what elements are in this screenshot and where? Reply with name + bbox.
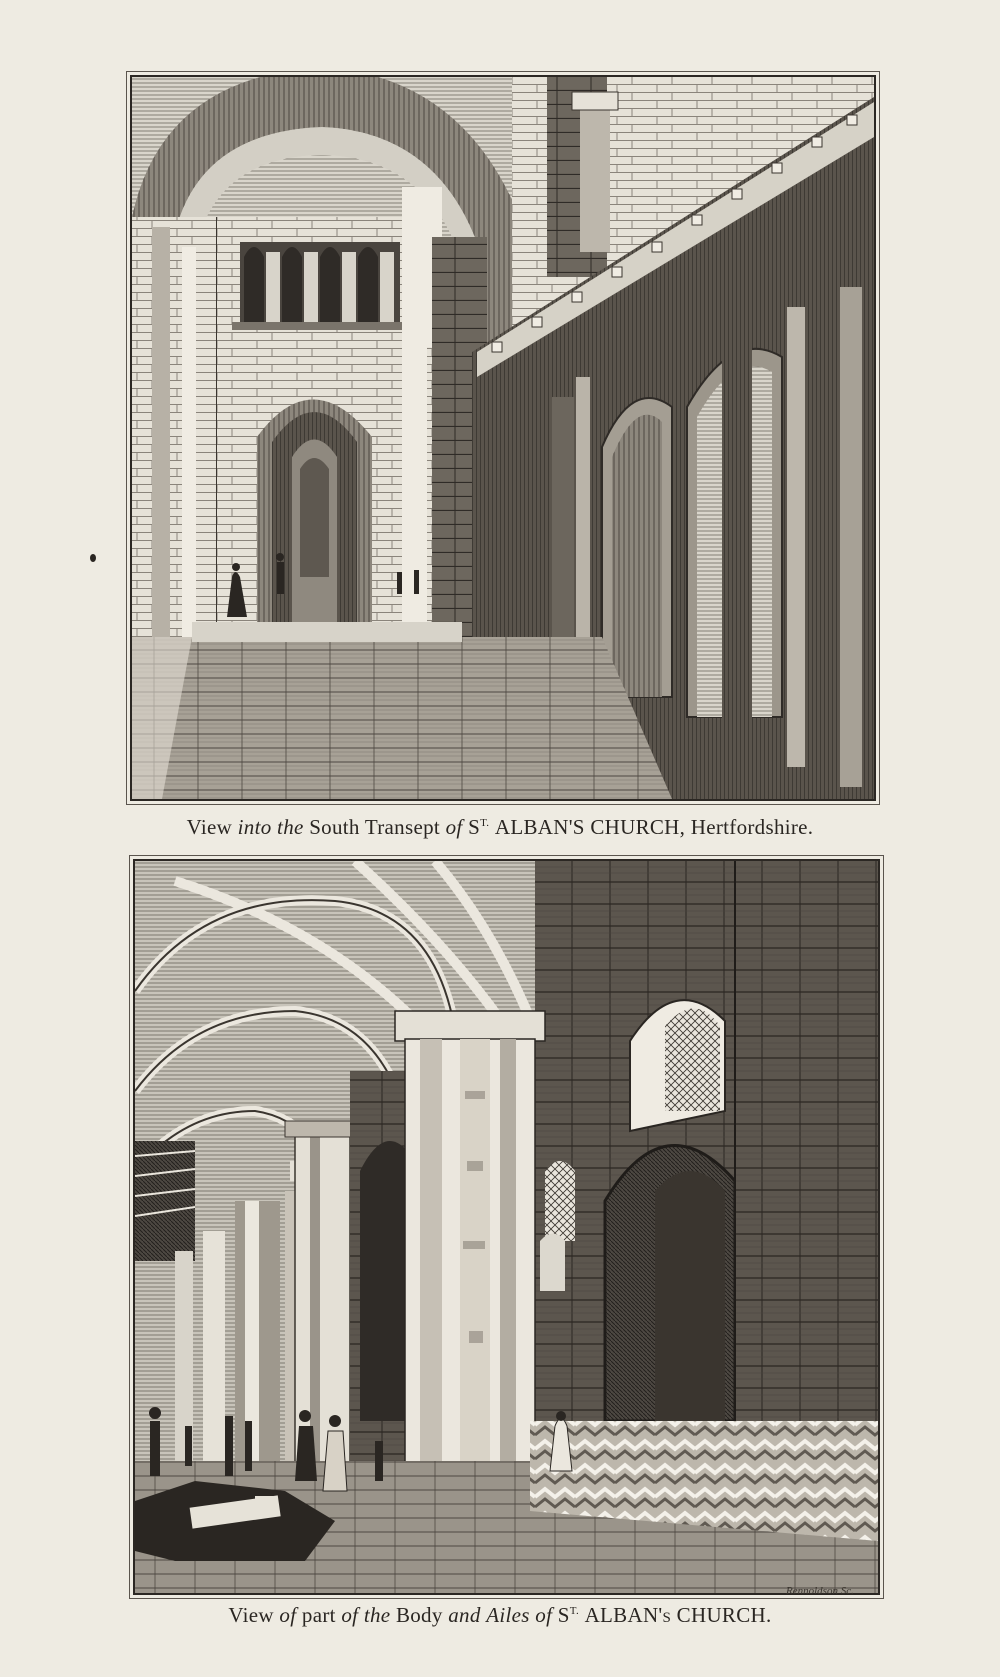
caption-word-of-2: of [535,1603,553,1627]
paper-speck [90,554,96,562]
caption-church-name: ALBAN's CHURCH. [584,1603,772,1627]
caption-church-name: ALBAN'S CHURCH, [494,815,686,839]
caption-saint: $S^{T.}$ [468,815,490,839]
caption-saint: $S^{T.}$ [557,1603,580,1627]
caption-word-of-the: of the [341,1603,391,1627]
caption-word-body: Body [395,1603,443,1627]
south-transept-illustration [132,77,874,799]
caption-word-part: part [301,1603,336,1627]
caption-word-of: of [279,1603,297,1627]
engraver-signature: Rennoldson Sc. [786,1585,854,1597]
caption-word-and: and [448,1603,481,1627]
engraving-body-and-ailes [133,859,880,1595]
caption-word-of: of [445,815,463,839]
caption-word-view: View [228,1603,274,1627]
caption-south-transept [0,815,1000,840]
caption-county: Hertfordshire. [690,815,814,839]
caption-word-ailes: Ailes [486,1603,530,1627]
caption-word-into-the: into the [237,815,304,839]
caption-body-and-ailes [0,1603,1000,1628]
caption-word-view: View [186,815,233,839]
body-and-ailes-illustration [135,861,878,1593]
engraving-south-transept [130,75,876,801]
caption-word-south-transept: South Transept [309,815,441,839]
